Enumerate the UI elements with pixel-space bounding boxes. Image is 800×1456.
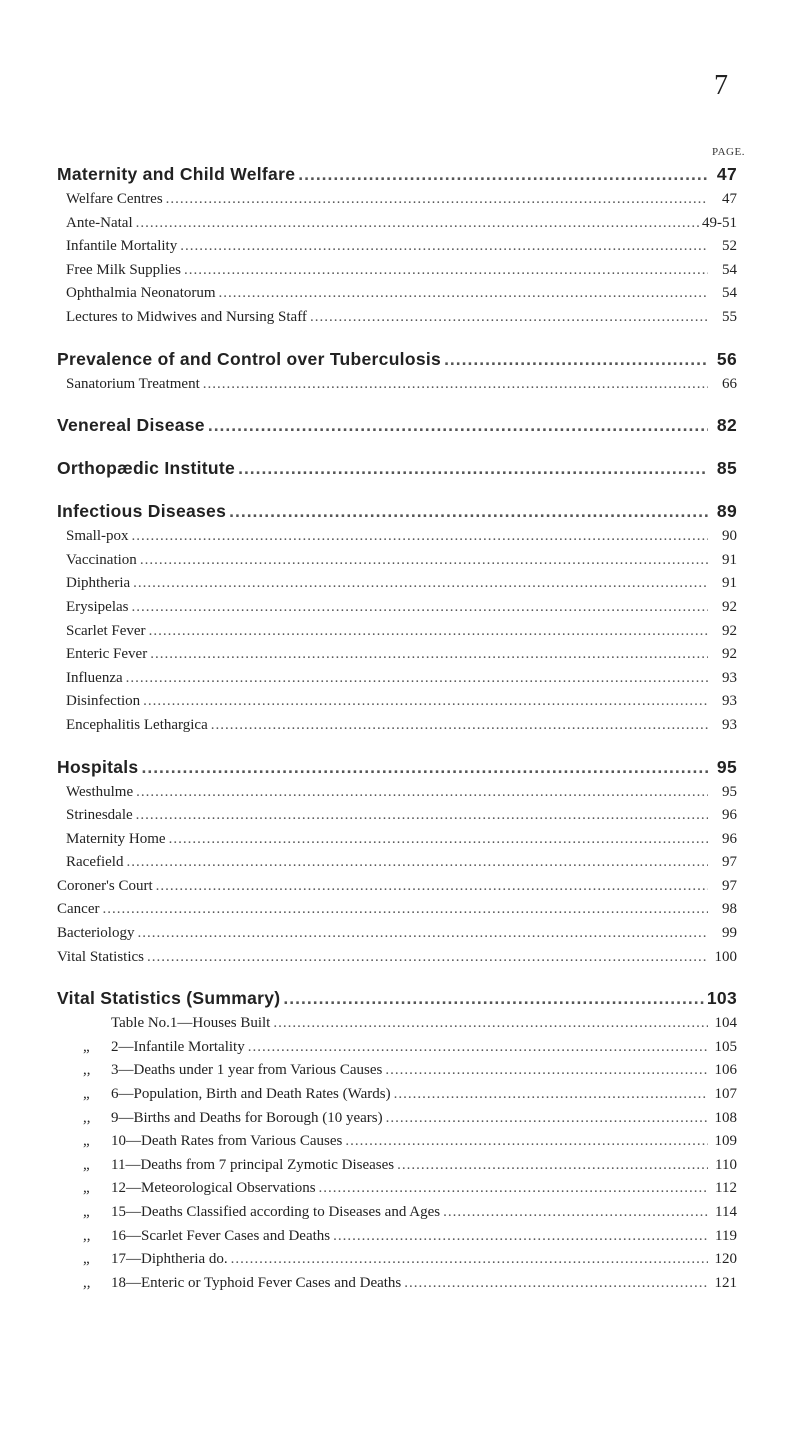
toc-entry-title: Cancer bbox=[57, 901, 100, 918]
dot-leader bbox=[136, 807, 708, 824]
toc-entry bbox=[57, 528, 737, 552]
section-heading-page: 82 bbox=[716, 415, 737, 436]
table-entry-text: 17—Diphtheria do. bbox=[111, 1251, 228, 1268]
ditto-mark: „ bbox=[83, 1038, 90, 1055]
toc-section bbox=[57, 458, 737, 485]
toc-entry-title: Welfare Centres bbox=[66, 191, 163, 207]
toc-entry-page: 93 bbox=[722, 693, 737, 710]
table-entry bbox=[57, 1110, 737, 1134]
toc-entry-page: 91 bbox=[722, 575, 737, 592]
table-entry-text: 10—Death Rates from Various Causes bbox=[111, 1133, 343, 1150]
dot-leader bbox=[444, 349, 708, 370]
dot-leader bbox=[137, 925, 708, 942]
table-entry-title bbox=[83, 1086, 391, 1103]
section-heading-title: Prevalence of and Control over Tuberculosis bbox=[57, 348, 442, 369]
toc-entry-title: Coroner's Court bbox=[57, 877, 153, 894]
toc-entry bbox=[57, 238, 737, 262]
dot-leader bbox=[141, 757, 708, 778]
toc-entry-page: 54 bbox=[722, 261, 737, 278]
table-entry-title bbox=[83, 1157, 394, 1174]
toc-entry bbox=[57, 670, 737, 694]
toc-entry bbox=[57, 309, 737, 333]
dot-leader bbox=[283, 988, 704, 1009]
dot-leader bbox=[248, 1039, 708, 1056]
toc-entry-page: 91 bbox=[722, 551, 737, 568]
dot-leader bbox=[386, 1110, 708, 1127]
toc-entry bbox=[57, 901, 737, 925]
table-of-contents bbox=[57, 164, 737, 1314]
toc-entry-title: Influenza bbox=[66, 669, 123, 686]
toc-entry-page: 55 bbox=[722, 308, 737, 325]
toc-entry-page: 97 bbox=[722, 877, 737, 894]
toc-entry bbox=[57, 376, 737, 400]
table-entry-title bbox=[83, 1204, 440, 1221]
toc-entry-title: Free Milk Supplies bbox=[66, 261, 181, 278]
toc-entry bbox=[57, 717, 737, 741]
toc-entry-page: 47 bbox=[722, 191, 737, 207]
table-entry-text: 11—Deaths from 7 principal Zymotic Diseases bbox=[111, 1156, 395, 1173]
toc-entry-page: 97 bbox=[722, 854, 737, 871]
toc-entry bbox=[57, 831, 737, 855]
dot-leader bbox=[298, 164, 708, 185]
toc-entry-title: Disinfection bbox=[66, 693, 141, 710]
ditto-mark: „ bbox=[83, 1086, 90, 1103]
dot-leader bbox=[238, 458, 708, 479]
table-entry bbox=[57, 1251, 737, 1275]
toc-entry-title: Sanatorium Treatment bbox=[66, 375, 200, 392]
toc-entry-title: Maternity Home bbox=[66, 830, 166, 847]
table-entry bbox=[57, 1275, 737, 1299]
dot-leader bbox=[345, 1133, 708, 1150]
table-entry-text: 9—Births and Deaths for Borough (10 years) bbox=[111, 1109, 383, 1126]
toc-section bbox=[57, 349, 737, 400]
toc-entry-page: 96 bbox=[722, 807, 737, 824]
table-entry-page: 109 bbox=[714, 1133, 737, 1150]
toc-entry bbox=[57, 552, 737, 576]
dot-leader bbox=[404, 1275, 708, 1292]
toc-entry-title: Vital Statistics bbox=[57, 948, 145, 965]
section-heading-title: Orthopædic Institute bbox=[57, 458, 236, 479]
table-entry-title bbox=[83, 1228, 330, 1245]
table-entry-title bbox=[83, 1275, 401, 1292]
section-heading-title: Maternity and Child Welfare bbox=[57, 164, 296, 184]
toc-entry-title: Bacteriology bbox=[57, 925, 135, 942]
toc-entry-page: 95 bbox=[722, 783, 737, 800]
ditto-mark: „ bbox=[83, 1180, 90, 1197]
toc-entry-page: 52 bbox=[722, 238, 737, 255]
toc-entry-page: 99 bbox=[722, 925, 737, 942]
table-entry bbox=[57, 1204, 737, 1228]
toc-entry-title: Racefield bbox=[66, 854, 124, 871]
dot-leader bbox=[310, 309, 708, 326]
toc-section bbox=[57, 415, 737, 442]
dot-leader bbox=[219, 285, 708, 302]
table-entry bbox=[57, 1157, 737, 1181]
table-entry bbox=[57, 1086, 737, 1110]
dot-leader bbox=[319, 1180, 708, 1197]
toc-entry bbox=[57, 575, 737, 599]
dot-leader bbox=[211, 717, 708, 734]
table-entry-text: 2—Infantile Mortality bbox=[111, 1038, 245, 1055]
section-heading-page: 89 bbox=[716, 501, 737, 522]
table-entry bbox=[57, 1180, 737, 1204]
toc-entry-page: 54 bbox=[722, 285, 737, 302]
table-entry-text: 15—Deaths Classified according to Diseases and Ages bbox=[111, 1204, 441, 1220]
dot-leader bbox=[150, 646, 708, 663]
toc-entry bbox=[57, 215, 737, 239]
table-entry bbox=[57, 1228, 737, 1252]
table-entry-page: 105 bbox=[714, 1038, 737, 1055]
toc-entry-page: 92 bbox=[722, 622, 737, 639]
ditto-mark: „ bbox=[83, 1204, 90, 1220]
section-heading bbox=[57, 164, 737, 191]
toc-entry bbox=[57, 262, 737, 286]
dot-leader bbox=[169, 831, 708, 848]
ditto-mark: „ bbox=[83, 1156, 90, 1173]
page-number: 7 bbox=[714, 70, 728, 101]
toc-entry-page: 66 bbox=[722, 375, 737, 392]
table-entry-page: 120 bbox=[714, 1251, 737, 1268]
table-entry-page: 119 bbox=[715, 1227, 737, 1244]
section-heading bbox=[57, 415, 737, 442]
toc-entry bbox=[57, 693, 737, 717]
table-entry-title bbox=[83, 1062, 382, 1079]
table-entry-text: 16—Scarlet Fever Cases and Deaths bbox=[111, 1227, 331, 1244]
dot-leader bbox=[443, 1204, 708, 1221]
toc-entry-title: Infantile Mortality bbox=[66, 238, 178, 255]
toc-entry bbox=[57, 949, 737, 973]
dot-leader bbox=[397, 1157, 708, 1174]
toc-entry bbox=[57, 623, 737, 647]
section-heading bbox=[57, 349, 737, 376]
table-entry-page: 107 bbox=[714, 1086, 737, 1103]
dot-leader bbox=[102, 901, 708, 918]
table-entry-text: 18—Enteric or Typhoid Fever Cases and Deaths bbox=[111, 1274, 402, 1291]
table-entry-title bbox=[83, 1180, 316, 1197]
table-entry-title bbox=[83, 1015, 270, 1032]
table-entry bbox=[57, 1015, 737, 1039]
section-heading-page: 95 bbox=[716, 756, 737, 777]
table-entry bbox=[57, 1133, 737, 1157]
toc-entry-title: Vaccination bbox=[66, 551, 137, 568]
toc-entry-title: Encephalitis Lethargica bbox=[66, 716, 208, 733]
toc-entry-page: 93 bbox=[722, 669, 737, 686]
dot-leader bbox=[273, 1015, 708, 1032]
toc-section bbox=[57, 164, 737, 333]
toc-entry-title: Erysipelas bbox=[66, 598, 129, 615]
dot-leader bbox=[132, 528, 709, 545]
table-entry-title bbox=[83, 1110, 383, 1127]
table-entry-title bbox=[83, 1133, 342, 1150]
toc-entry-page: 92 bbox=[722, 646, 737, 663]
toc-entry bbox=[57, 807, 737, 831]
dot-leader bbox=[136, 215, 699, 232]
section-heading bbox=[57, 988, 737, 1015]
toc-entry-page: 100 bbox=[714, 948, 737, 965]
toc-section bbox=[57, 988, 737, 1298]
section-heading-title: Venereal Disease bbox=[57, 415, 205, 436]
ditto-mark: ,, bbox=[83, 1227, 91, 1244]
page-column-label: PAGE. bbox=[712, 146, 745, 158]
dot-leader bbox=[180, 238, 708, 255]
toc-section bbox=[57, 501, 737, 740]
dot-leader bbox=[133, 575, 708, 592]
section-heading-page: 47 bbox=[716, 164, 737, 184]
toc-entry bbox=[57, 878, 737, 902]
toc-entry-page: 98 bbox=[722, 901, 737, 918]
dot-leader bbox=[231, 1251, 708, 1268]
toc-entry-page: 92 bbox=[722, 598, 737, 615]
toc-entry-title: Small-pox bbox=[66, 528, 129, 545]
table-entry-page: 108 bbox=[714, 1109, 737, 1126]
table-entry-text: 6—Population, Birth and Death Rates (Wards) bbox=[111, 1086, 391, 1103]
section-heading-title: Vital Statistics (Summary) bbox=[57, 988, 281, 1009]
table-entry-title bbox=[83, 1251, 228, 1268]
section-heading bbox=[57, 458, 737, 485]
section-heading-page: 56 bbox=[716, 348, 737, 369]
toc-entry-title: Ophthalmia Neonatorum bbox=[66, 285, 216, 302]
toc-entry-page: 93 bbox=[722, 716, 737, 733]
toc-entry-title: Diphtheria bbox=[66, 575, 131, 592]
toc-entry-title: Scarlet Fever bbox=[66, 622, 146, 639]
table-entry-title bbox=[83, 1039, 245, 1056]
dot-leader bbox=[184, 262, 708, 279]
table-entry-text: 12—Meteorological Observations bbox=[111, 1180, 316, 1197]
toc-entry bbox=[57, 925, 737, 949]
table-entry-page: 121 bbox=[714, 1274, 737, 1291]
toc-entry-title: Lectures to Midwives and Nursing Staff bbox=[66, 308, 307, 325]
toc-entry bbox=[57, 784, 737, 808]
toc-entry-title: Enteric Fever bbox=[66, 646, 148, 663]
ditto-mark: ,, bbox=[83, 1109, 91, 1126]
section-heading-title: Hospitals bbox=[57, 756, 139, 777]
dot-leader bbox=[136, 784, 708, 801]
section-heading-title: Infectious Diseases bbox=[57, 501, 227, 522]
table-entry-page: 114 bbox=[715, 1204, 737, 1220]
toc-entry-title: Westhulme bbox=[66, 783, 134, 800]
section-heading-page: 85 bbox=[716, 458, 737, 479]
toc-entry bbox=[57, 285, 737, 309]
dot-leader bbox=[208, 415, 708, 436]
toc-entry bbox=[57, 599, 737, 623]
section-heading bbox=[57, 757, 737, 784]
table-entry-page: 104 bbox=[714, 1015, 737, 1032]
dot-leader bbox=[385, 1062, 708, 1079]
toc-section bbox=[57, 757, 737, 973]
toc-entry-title: Strinesdale bbox=[66, 807, 133, 824]
toc-entry-page: 90 bbox=[722, 528, 737, 545]
table-entry-text: Table No.1—Houses Built bbox=[111, 1015, 271, 1032]
ditto-mark: „ bbox=[83, 1251, 90, 1268]
table-entry-text: 3—Deaths under 1 year from Various Causes bbox=[111, 1062, 383, 1079]
section-heading-page: 103 bbox=[706, 988, 737, 1009]
dot-leader bbox=[131, 599, 708, 616]
ditto-mark: ,, bbox=[83, 1274, 91, 1291]
dot-leader bbox=[394, 1086, 708, 1103]
table-entry bbox=[57, 1062, 737, 1086]
toc-entry bbox=[57, 191, 737, 215]
dot-leader bbox=[140, 552, 708, 569]
dot-leader bbox=[229, 501, 708, 522]
dot-leader bbox=[166, 191, 708, 208]
dot-leader bbox=[126, 854, 708, 871]
toc-entry-page: 49-51 bbox=[702, 214, 737, 231]
table-entry-page: 112 bbox=[715, 1180, 737, 1197]
dot-leader bbox=[203, 376, 708, 393]
dot-leader bbox=[149, 623, 708, 640]
toc-entry-page: 96 bbox=[722, 830, 737, 847]
ditto-mark: ,, bbox=[83, 1062, 91, 1079]
ditto-mark: „ bbox=[83, 1133, 90, 1150]
section-heading bbox=[57, 501, 737, 528]
toc-entry-title: Ante-Natal bbox=[66, 214, 133, 231]
dot-leader bbox=[147, 949, 708, 966]
table-entry-page: 110 bbox=[715, 1156, 737, 1173]
table-entry bbox=[57, 1039, 737, 1063]
toc-entry bbox=[57, 854, 737, 878]
dot-leader bbox=[143, 693, 708, 710]
table-entry-page: 106 bbox=[714, 1062, 737, 1079]
dot-leader bbox=[126, 670, 708, 687]
dot-leader bbox=[333, 1228, 708, 1245]
toc-entry bbox=[57, 646, 737, 670]
dot-leader bbox=[156, 878, 708, 895]
